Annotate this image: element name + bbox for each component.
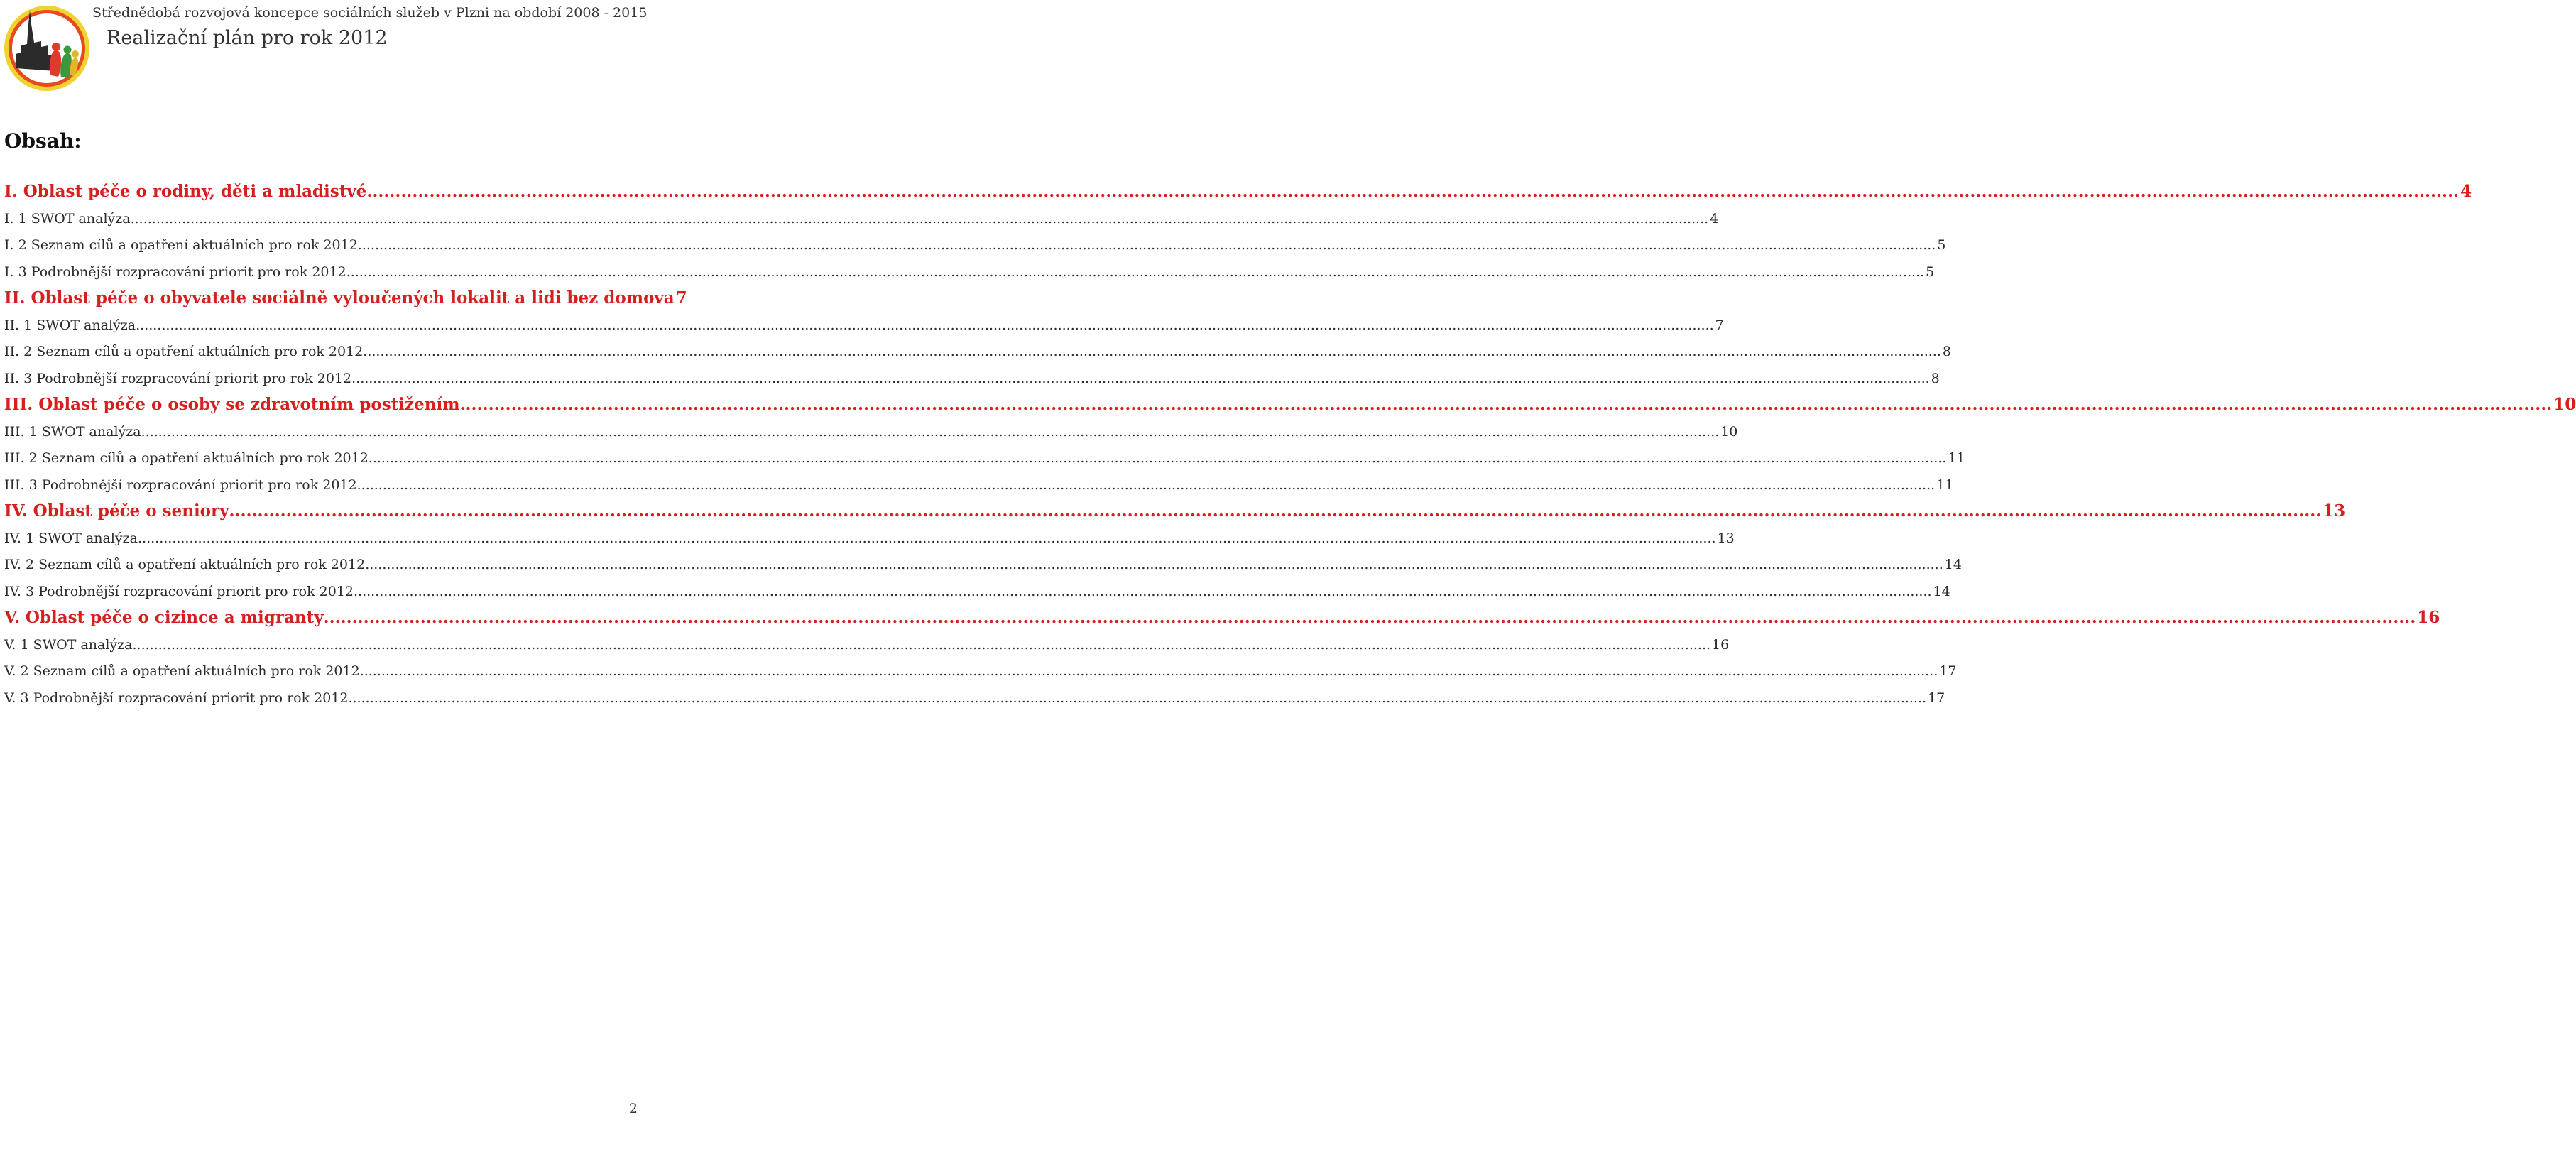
toc-item (4, 317, 1724, 344)
toc-entry-text: I. 2 Seznam cílů a opatření aktuálních pro rok 2012 (4, 237, 358, 253)
toc-dot-leader (136, 317, 1714, 333)
toc-dot-leader (324, 610, 2416, 626)
toc-chapter-link[interactable] (4, 501, 2346, 530)
header-subtitle: Realizační plán pro rok 2012 (107, 27, 388, 49)
toc-section-link[interactable] (4, 636, 1730, 664)
toc-section-link[interactable] (4, 344, 1951, 371)
toc-entry-text: IV. 3 Podrobnější rozpracování priorit pro rok 2012 (4, 583, 354, 599)
toc-section-link[interactable] (4, 210, 1719, 238)
toc-entry-text: I. 1 SWOT analýza (4, 210, 131, 227)
toc-item (4, 210, 1719, 238)
toc-item (4, 530, 1735, 557)
toc-entry-text: V. 1 SWOT analýza (4, 636, 133, 653)
toc-item (4, 690, 1945, 717)
toc-dot-leader (141, 424, 1720, 440)
toc-dot-leader (460, 397, 2553, 413)
toc-entry-text: III. 3 Podrobnější rozpracování priorit pro rok 2012 (4, 477, 357, 493)
toc-dot-leader (351, 371, 1930, 386)
toc-entry-page: 10 (2553, 395, 2576, 414)
toc-item (4, 370, 1940, 398)
toc-entry-page: 5 (1926, 263, 1935, 280)
toc-dot-leader (138, 530, 1716, 546)
toc-dot-leader (358, 237, 1936, 253)
toc-item (4, 636, 1730, 664)
toc-dot-leader (229, 503, 2322, 519)
toc-entry-page: 4 (1710, 210, 1719, 227)
toc-item (4, 477, 1954, 504)
toc-item (4, 608, 2440, 637)
toc-section-link[interactable] (4, 530, 1735, 557)
toc-dot-leader (366, 184, 2459, 200)
toc-entry-page: 4 (2460, 182, 2472, 201)
toc-entry-page: 8 (1931, 370, 1940, 386)
toc-item (4, 288, 687, 317)
toc-entry-page: 14 (1944, 557, 1962, 572)
toc-dot-leader (354, 584, 1932, 599)
toc-item (4, 423, 1738, 451)
toc-entry-text: IV. Oblast péče o seniory (4, 501, 229, 521)
toc-section-link[interactable] (4, 317, 1724, 344)
toc-entry-text: V. 2 Seznam cílů a opatření aktuálních pro rok 2012 (4, 663, 360, 679)
toc-entry-page: 11 (1936, 477, 1954, 493)
toc-item (4, 557, 1962, 584)
toc-entry-page: 17 (1939, 663, 1957, 679)
toc-dot-leader (365, 557, 1943, 572)
toc-chapter-link[interactable] (4, 182, 2472, 211)
toc-entry-text: II. 3 Podrobnější rozpracování priorit pro rok 2012 (4, 370, 352, 386)
toc-dot-leader (131, 211, 1709, 227)
toc-title: Obsah: (4, 129, 82, 153)
toc-section-link[interactable] (4, 477, 1954, 504)
toc-item (4, 263, 1935, 291)
toc-chapter-link[interactable] (4, 608, 2440, 637)
toc-entry-page: 7 (1715, 317, 1724, 333)
header-title: Střednědobá rozvojová koncepce sociálních služeb v Plzni na období 2008 - 2015 (92, 5, 648, 21)
toc-section-link[interactable] (4, 263, 1935, 291)
toc-entry-page: 16 (1712, 636, 1730, 653)
toc-dot-leader (363, 344, 1941, 359)
toc-entry-text: II. 1 SWOT analýza (4, 317, 136, 333)
plzen-logo-icon (1, 3, 92, 94)
toc-section-link[interactable] (4, 423, 1738, 451)
toc-section-link[interactable] (4, 663, 1957, 690)
toc-item (4, 182, 2472, 211)
toc-entry-text: I. 3 Podrobnější rozpracování priorit pro rok 2012 (4, 263, 346, 280)
toc-dot-leader (369, 450, 1947, 466)
toc-item (4, 395, 2576, 424)
toc-entry-page: 13 (2323, 501, 2346, 521)
toc-section-link[interactable] (4, 583, 1950, 611)
toc-item (4, 450, 1965, 477)
toc-entry-page: 11 (1948, 450, 1965, 466)
toc-entry-page: 16 (2417, 608, 2440, 627)
toc-item (4, 583, 1950, 611)
toc-entry-page: 7 (675, 288, 687, 307)
toc-item (4, 663, 1957, 690)
toc-dot-leader (357, 477, 1936, 493)
toc-section-link[interactable] (4, 557, 1962, 584)
toc-item (4, 344, 1951, 371)
toc-entry-page: 13 (1717, 530, 1735, 546)
toc-entry-text: II. 2 Seznam cílů a opatření aktuálních pro rok 2012 (4, 344, 364, 359)
toc-dot-leader (360, 663, 1938, 679)
toc-entry-page: 8 (1942, 344, 1951, 359)
table-of-contents (4, 182, 2576, 717)
toc-section-link[interactable] (4, 690, 1945, 717)
toc-entry-page: 5 (1937, 237, 1946, 253)
toc-entry-page: 14 (1933, 583, 1950, 599)
toc-item (4, 237, 1946, 264)
toc-entry-text: III. 2 Seznam cílů a opatření aktuálních pro rok 2012 (4, 450, 369, 466)
toc-chapter-link[interactable] (4, 288, 687, 317)
toc-dot-leader (349, 690, 1927, 706)
toc-entry-text: V. Oblast péče o cizince a migranty (4, 608, 324, 627)
toc-entry-text: II. Oblast péče o obyvatele sociálně vyloučených lokalit a lidi bez domova (4, 288, 675, 307)
toc-section-link[interactable] (4, 370, 1940, 398)
toc-entry-text: I. Oblast péče o rodiny, děti a mladistvé (4, 182, 367, 201)
toc-entry-page: 10 (1720, 423, 1738, 440)
toc-entry-text: III. 1 SWOT analýza (4, 423, 141, 440)
toc-entry-text: III. Oblast péče o osoby se zdravotním postižením (4, 395, 460, 414)
toc-chapter-link[interactable] (4, 395, 2576, 424)
toc-dot-leader (132, 637, 1710, 653)
toc-dot-leader (346, 264, 1925, 280)
toc-entry-text: V. 3 Podrobnější rozpracování priorit pro rok 2012 (4, 690, 349, 706)
page-number: 2 (628, 1101, 638, 1116)
toc-entry-page: 17 (1928, 690, 1945, 706)
toc-section-link[interactable] (4, 237, 1946, 264)
toc-item (4, 501, 2346, 530)
page-header (0, 0, 682, 99)
toc-entry-text: IV. 1 SWOT analýza (4, 530, 138, 546)
toc-entry-text: IV. 2 Seznam cílů a opatření aktuálních pro rok 2012 (4, 557, 366, 572)
toc-section-link[interactable] (4, 450, 1965, 477)
